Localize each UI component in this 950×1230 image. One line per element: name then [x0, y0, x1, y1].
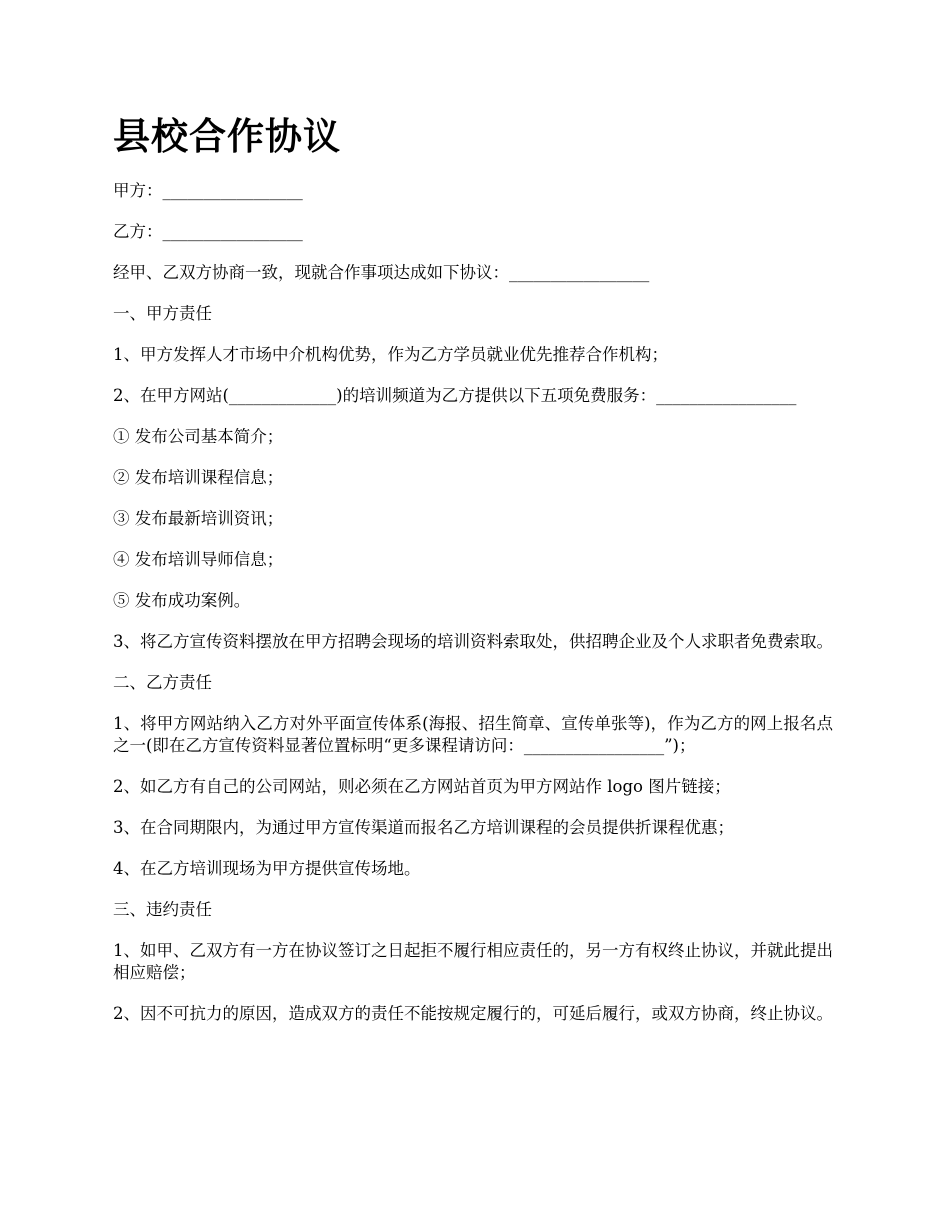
service-item-3: ③ 发布最新培训资讯； [113, 509, 284, 528]
party-b-clause-2: 2、如乙方有自己的公司网站，则必须在乙方网站首页为甲方网站作 logo 图片链接； [113, 777, 731, 796]
service-item-2: ② 发布培训课程信息； [113, 468, 284, 487]
breach-clause-2: 2、因不可抗力的原因，造成双方的责任不能按规定履行的，可延后履行，或双方协商，终止协议。 [113, 1004, 833, 1023]
party-a-clause-1: 1、甲方发挥人才市场中介机构优势，作为乙方学员就业优先推荐合作机构； [113, 345, 668, 364]
document-title: 县校合作协议 [113, 114, 341, 158]
section-heading-party-a: 一、甲方责任 [113, 304, 212, 323]
party-a-clause-2: 2、在甲方网站(_____________)的培训频道为乙方提供以下五项免费服务：_________________ [113, 386, 797, 405]
section-heading-party-b: 二、乙方责任 [113, 673, 212, 692]
party-b-line: 乙方：_________________ [113, 222, 303, 241]
service-item-1: ① 发布公司基本简介； [113, 427, 284, 446]
party-b-clause-1: 1、将甲方网站纳入乙方对外平面宣传体系(海报、招生简章、宣传单张等)，作为乙方的网上报名点之一(即在乙方宣传资料显著位置标明“更多课程请访问：_________________”)； [113, 714, 833, 755]
document-page [113, 112, 833, 1025]
party-b-clause-3: 3、在合同期限内，为通过甲方宣传渠道而报名乙方培训课程的会员提供折课程优惠； [113, 818, 734, 837]
breach-clause-1: 1、如甲、乙双方有一方在协议签订之日起拒不履行相应责任的，另一方有权终止协议，并就此提出相应赔偿； [113, 941, 833, 982]
party-b-clause-4: 4、在乙方培训现场为甲方提供宣传场地。 [113, 859, 421, 878]
section-heading-breach: 三、违约责任 [113, 900, 212, 919]
agreement-intro: 经甲、乙双方协商一致，现就合作事项达成如下协议：_________________ [113, 263, 650, 282]
service-item-5: ⑤ 发布成功案例。 [113, 591, 251, 610]
service-item-4: ④ 发布培训导师信息； [113, 550, 284, 569]
party-a-clause-3: 3、将乙方宣传资料摆放在甲方招聘会现场的培训资料索取处，供招聘企业及个人求职者免费索取。 [113, 632, 833, 651]
party-a-line: 甲方：_________________ [113, 181, 303, 200]
